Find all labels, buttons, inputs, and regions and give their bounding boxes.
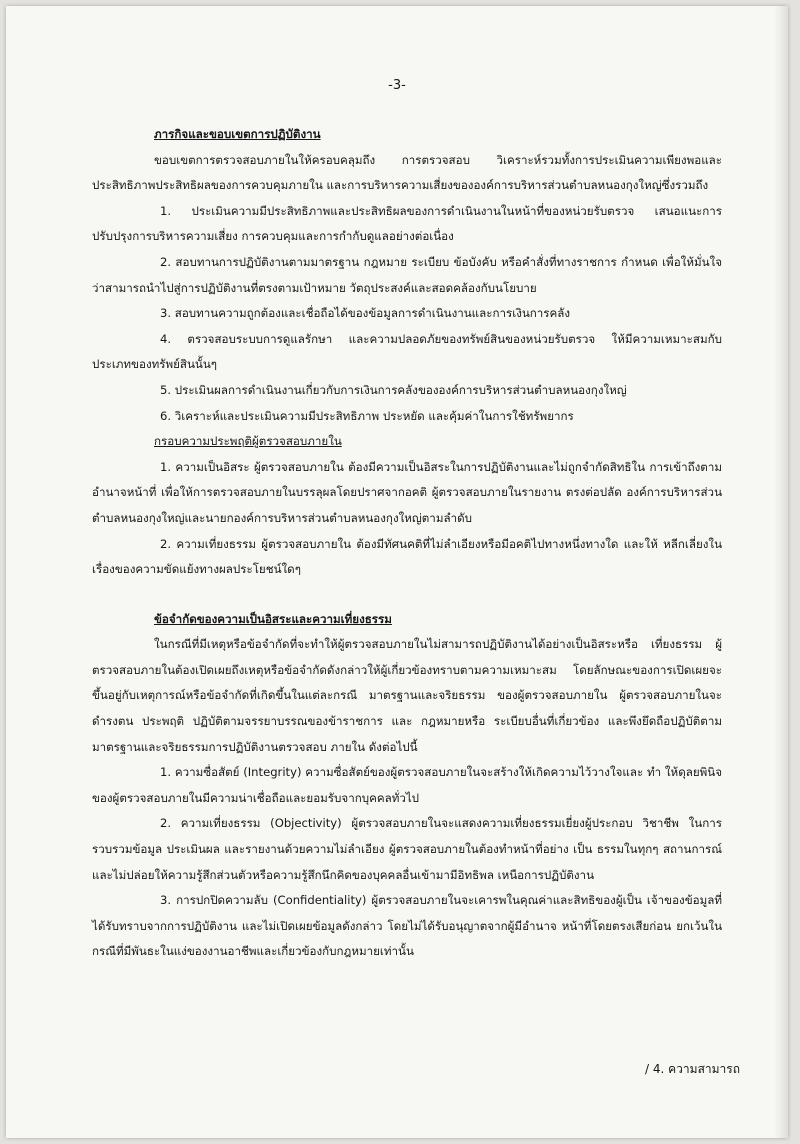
limits-intro-paragraph: ในกรณีที่มีเหตุหรือข้อจำกัดที่จะทำให้ผู้ตรวจสอบภายในไม่สามารถปฏิบัติงานได้อย่างเป็นอิสระหรือ เที่ยงธรรม ผู้ตรวจสอบภายในต้องเปิดเผยถึงเหตุหรือข้อจำกัดดังกล่าวให้ผู้เกี่ยวข้องทราบตามความเหมาะสม โดยลักษณะของการเปิดเผยจะขึ้นอยู่กับเหตุการณ์หรือข้อจำกัดที่เกิดขึ้นในแต่ละกรณี มาตรฐานและจริยธรรม ของผู้ตรวจสอบภายใน ผู้ตรวจสอบภายในจะดำรงตน ประพฤติ ปฏิบัติตามจรรยาบรรณของข้าราชการ และ กฎหมายหรือ ระเบียบอื่นที่เกี่ยวข้อง และพึงยึดถือปฏิบัติตามมาตรฐานและจริยธรรมการปฏิบัติงานตรวจสอบ ภายใน ดังต่อไปนี้ (92, 637, 722, 754)
limits-item-1: 1. ความซื่อสัตย์ (Integrity) ความซื่อสัตย์ของผู้ตรวจสอบภายในจะสร้างให้เกิดความไว้วางใจและ ทำ ให้ดุลยพินิจของผู้ตรวจสอบภายในมีความน่าเชื่อถือและยอมรับจากบุคคลทั่วไป (92, 765, 722, 805)
conduct-item-2: 2. ความเที่ยงธรรม ผู้ตรวจสอบภายใน ต้องมีทัศนคติที่ไม่ลำเอียงหรือมีอคติไปทางหนึ่งทางใด และให้ หลีกเลี่ยงใน เรื่องของความขัดแย้งทางผลประโยชน์ใดๆ (92, 536, 722, 577)
mission-item-4: 4. ตรวจสอบระบบการดูแลรักษา และความปลอดภัยของทรัพย์สินของหน่วยรับตรวจ ให้มีความเหมาะสมกับประเภทของทรัพย์สินนั้นๆ (92, 331, 722, 372)
mission-item-5: 5. ประเมินผลการดำเนินงานเกี่ยวกับการเงินการคลังขององค์การบริหารส่วนตำบลหนองกุงใหญ่ (160, 382, 627, 397)
continued-marker: / 4. ความสามารถ (645, 1062, 740, 1076)
mission-item-3: 3. สอบทานความถูกต้องและเชื่อถือได้ของข้อมูลการดำเนินงานและการเงินการคลัง (160, 306, 571, 321)
conduct-item-1: 1. ความเป็นอิสระ ผู้ตรวจสอบภายใน ต้องมีความเป็นอิสระในการปฏิบัติงานและไม่ถูกจำกัดสิทธิใน การเข้าถึงตาม อำนาจหน้าที่ เพื่อให้การตรวจสอบภายในบรรลุผลโดยปราศจากอคติ ผู้ตรวจสอบภายในรายงาน ตรงต่อปลัด องค์การบริหารส่วนตำบลหนองกุงใหญ่และนายกองค์การบริหารส่วนตำบลหนองกุงใหญ่ตามลำดับ (92, 459, 722, 525)
page-number: -3- (388, 78, 406, 93)
limits-item-2: 2. ความเที่ยงธรรม (Objectivity) ผู้ตรวจสอบภายในจะแสดงความเที่ยงธรรมเยี่ยงผู้ประกอบ วิชาชีพ ในการรวบรวมข้อมูล ประเมินผล และรายงานด้วยความไม่ลำเอียง ผู้ตรวจสอบภายในต้องทำหน้าที่อย่าง เป็น ธรรมในทุกๆ สถานการณ์ และไม่ปล่อยให้ความรู้สึกส่วนตัวหรือความรู้สึกนึกคิดของบุคคลอื่นเข้ามามีอิทธิพล เหนือการปฏิบัติงาน (92, 816, 722, 882)
mission-item-1: 1. ประเมินความมีประสิทธิภาพและประสิทธิผลของการดำเนินงานในหน้าที่ของหน่วยรับตรวจ เสนอแนะการปรับปรุงการบริหารความเสี่ยง การควบคุมและการกำกับดูแลอย่างต่อเนื่อง (92, 203, 722, 244)
section-heading-limits: ข้อจำกัดของความเป็นอิสระและความเที่ยงธรรม (154, 611, 392, 626)
section-heading-mission: ภารกิจและขอบเขตการปฏิบัติงาน (154, 127, 321, 141)
mission-intro-paragraph: ขอบเขตการตรวจสอบภายในให้ครอบคลุมถึง การตรวจสอบ วิเคราะห์รวมทั้งการประเมินความเพียงพอและประสิทธิภาพประสิทธิผลของการควบคุมภายใน และการบริหารความเสี่ยงขององค์การบริหารส่วนตำบลหนองกุงใหญ่ซึ่งรวมถึง (92, 152, 722, 193)
limits-item-3: 3. การปกปิดความลับ (Confidentiality) ผู้ตรวจสอบภายในจะเคารพในคุณค่าและสิทธิของผู้เป็น เจ้าของข้อมูลที่ได้รับทราบจากการปฏิบัติงาน และไม่เปิดเผยข้อมูลดังกล่าว โดยไม่ได้รับอนุญาตจากผู้มีอำนาจ หน้าที่โดยตรงเสียก่อน ยกเว้นในกรณีที่มีพันธะในแง่ของงานอาชีพและเกี่ยวข้องกับกฎหมายเท่านั้น (92, 893, 722, 959)
document-page (6, 6, 788, 1138)
mission-item-6: 6. วิเคราะห์และประเมินความมีประสิทธิภาพ ประหยัด และคุ้มค่าในการใช้ทรัพยากร (160, 408, 574, 423)
page-body (92, 122, 722, 965)
section-heading-conduct: กรอบความประพฤติผู้ตรวจสอบภายใน (154, 434, 342, 449)
page-edge-shadow (774, 6, 788, 1138)
mission-item-2: 2. สอบทานการปฏิบัติงานตามมาตรฐาน กฎหมาย ระเบียบ ข้อบังคับ หรือคำสั่งที่ทางราชการ กำหนด เพื่อให้มั่นใจว่าสามารถนำไปสู่การปฏิบัติงานที่ตรงตามเป้าหมาย วัตถุประสงค์และสอดคล้องกับนโยบาย (92, 254, 722, 295)
